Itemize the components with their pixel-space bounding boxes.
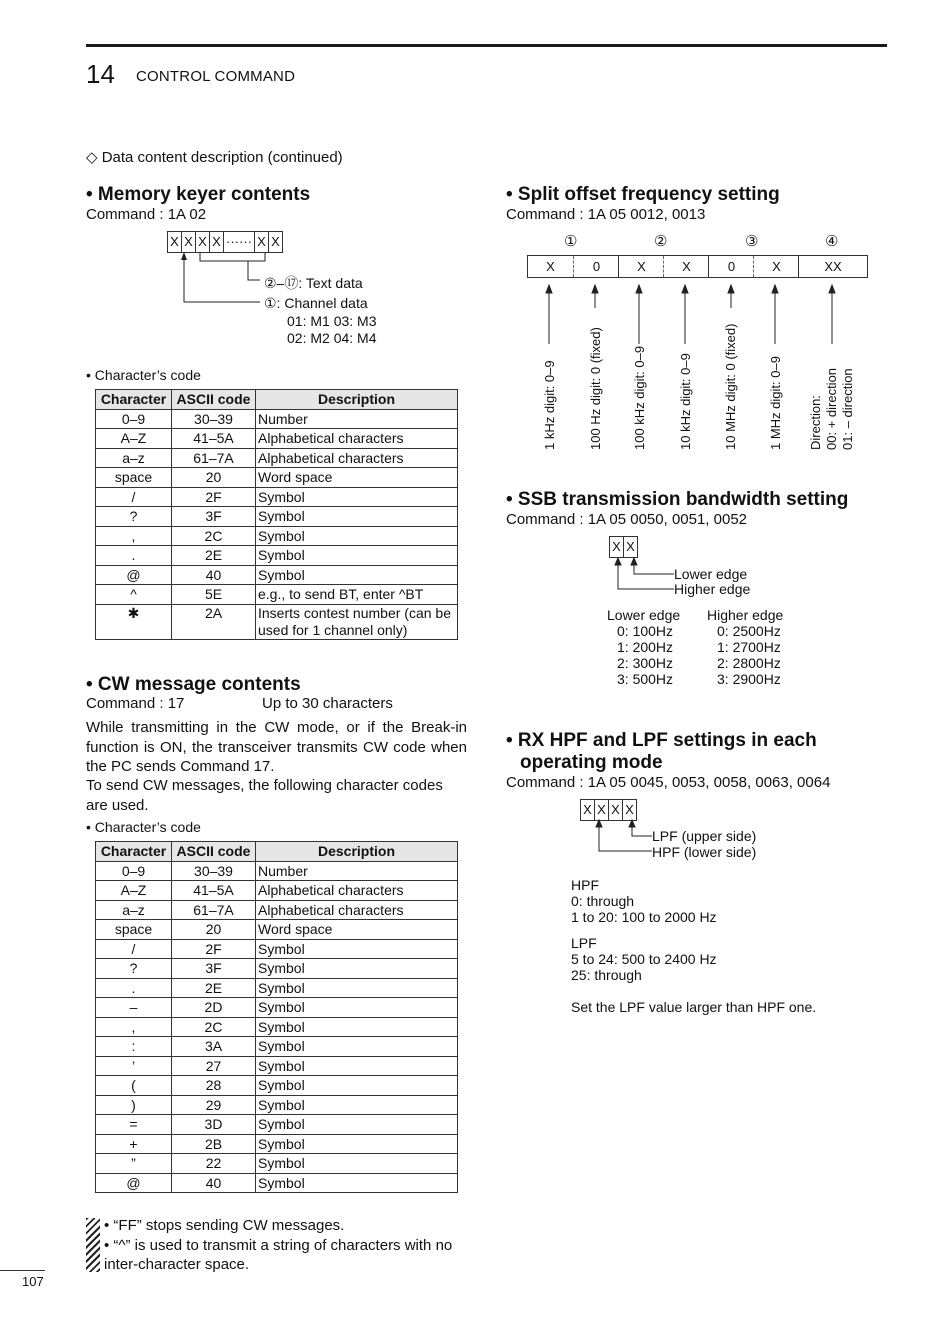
chapter-title: CONTROL COMMAND bbox=[136, 68, 296, 85]
cell-description: Symbol bbox=[256, 978, 458, 998]
cell-ascii: 3D bbox=[172, 1115, 256, 1135]
split-offset-arrows bbox=[527, 284, 867, 344]
cell-character: ? bbox=[96, 959, 172, 979]
channel-data-line2: 02: M2 04: M4 bbox=[287, 330, 377, 346]
field-box-dots: ······ bbox=[223, 231, 255, 253]
cell-ascii: 22 bbox=[172, 1154, 256, 1174]
field-cell: XX bbox=[798, 256, 867, 277]
cell-character: , bbox=[96, 526, 172, 546]
table-row bbox=[96, 861, 458, 881]
group-number-1: ① bbox=[564, 233, 578, 250]
cell-description: Symbol bbox=[256, 507, 458, 527]
table-row bbox=[96, 1037, 458, 1057]
cell-ascii: 2C bbox=[172, 526, 256, 546]
page-number: 107 bbox=[22, 1274, 44, 1289]
label-10khz-digit: 10 kHz digit: 0–9 bbox=[678, 353, 693, 450]
table-row bbox=[96, 998, 458, 1018]
cell-character: @ bbox=[96, 1173, 172, 1193]
split-offset-title: • Split offset frequency setting bbox=[506, 184, 780, 205]
rx-filter-command: Command : 1A 05 0045, 0053, 0058, 0063, 0064 bbox=[506, 774, 831, 791]
cell-description: Word space bbox=[256, 920, 458, 940]
cell-description: Symbol bbox=[256, 939, 458, 959]
column-header: Description bbox=[256, 842, 458, 862]
cell-character: – bbox=[96, 998, 172, 1018]
cell-ascii: 3A bbox=[172, 1037, 256, 1057]
memory-keyer-leaders bbox=[168, 250, 278, 310]
cell-ascii: 2A bbox=[172, 604, 256, 639]
ssb-lower-header: Lower edge bbox=[607, 607, 681, 623]
table-row bbox=[96, 900, 458, 920]
cell-description: Alphabetical characters bbox=[256, 900, 458, 920]
cell-ascii: 3F bbox=[172, 959, 256, 979]
ssb-higher-header: Higher edge bbox=[707, 607, 784, 623]
table-row bbox=[96, 507, 458, 527]
chapter-number: 14 bbox=[86, 59, 115, 89]
cell-character: 0–9 bbox=[96, 409, 172, 429]
cw-message-title: • CW message contents bbox=[86, 674, 301, 695]
table-row bbox=[96, 1173, 458, 1193]
channel-data-line1: 01: M1 03: M3 bbox=[287, 313, 377, 329]
cell-description: Symbol bbox=[256, 959, 458, 979]
cell-description: Symbol bbox=[256, 1037, 458, 1057]
cell-description: Symbol bbox=[256, 1056, 458, 1076]
cell-ascii: 41–5A bbox=[172, 429, 256, 449]
ssb-higher-value: 2: 2800Hz bbox=[717, 655, 781, 671]
lpf-title: LPF bbox=[571, 935, 597, 951]
channel-data-label: ①: Channel data bbox=[264, 295, 368, 311]
cell-ascii: 40 bbox=[172, 565, 256, 585]
cell-character: , bbox=[96, 1017, 172, 1037]
cell-character: ” bbox=[96, 1154, 172, 1174]
table-header-row bbox=[96, 842, 458, 862]
group-number-3: ③ bbox=[745, 233, 759, 250]
cell-description: Symbol bbox=[256, 526, 458, 546]
label-100hz-digit: 100 Hz digit: 0 (fixed) bbox=[588, 327, 603, 450]
cell-description: Symbol bbox=[256, 1173, 458, 1193]
cell-description: e.g., to send BT, enter ^BT bbox=[256, 585, 458, 605]
table-row bbox=[96, 1134, 458, 1154]
cell-description: Symbol bbox=[256, 1134, 458, 1154]
cell-character: / bbox=[96, 939, 172, 959]
cell-character: ^ bbox=[96, 585, 172, 605]
ssb-higher-value: 0: 2500Hz bbox=[717, 623, 781, 639]
cell-ascii: 30–39 bbox=[172, 409, 256, 429]
table-row bbox=[96, 881, 458, 901]
table-row bbox=[96, 1056, 458, 1076]
cell-description: Alphabetical characters bbox=[256, 881, 458, 901]
table-row bbox=[96, 1154, 458, 1174]
cell-character: @ bbox=[96, 565, 172, 585]
cell-description: Symbol bbox=[256, 565, 458, 585]
cw-char-code-label: • Character’s code bbox=[86, 819, 201, 835]
cell-description: Symbol bbox=[256, 1095, 458, 1115]
cw-message-paragraph2: To send CW messages, the following character codes are used. bbox=[86, 777, 443, 814]
cell-character: = bbox=[96, 1115, 172, 1135]
cell-character: ( bbox=[96, 1076, 172, 1096]
table-row bbox=[96, 546, 458, 566]
ssb-bandwidth-title: • SSB transmission bandwidth setting bbox=[506, 489, 849, 510]
field-cell: 0 bbox=[573, 256, 619, 277]
table-row bbox=[96, 978, 458, 998]
field-box: X bbox=[209, 231, 224, 253]
cell-ascii: 2D bbox=[172, 998, 256, 1018]
table-row bbox=[96, 959, 458, 979]
field-box: X bbox=[608, 799, 623, 821]
column-header: ASCII code bbox=[172, 842, 256, 862]
split-offset-field-row bbox=[527, 255, 868, 278]
cell-description: Symbol bbox=[256, 1115, 458, 1135]
table-row bbox=[96, 1095, 458, 1115]
lpf-line: 5 to 24: 500 to 2400 Hz bbox=[571, 951, 717, 967]
cell-description: Symbol bbox=[256, 487, 458, 507]
cell-character: ✱ bbox=[96, 604, 172, 639]
table-row bbox=[96, 939, 458, 959]
cell-description: Alphabetical characters bbox=[256, 429, 458, 449]
label-10mhz-digit: 10 MHz digit: 0 (fixed) bbox=[723, 323, 738, 450]
field-box: X bbox=[609, 536, 624, 558]
cell-ascii: 29 bbox=[172, 1095, 256, 1115]
table-row bbox=[96, 604, 458, 639]
note-icon bbox=[86, 1218, 100, 1272]
label-1khz-digit: 1 kHz digit: 0–9 bbox=[542, 360, 557, 450]
cell-character: space bbox=[96, 920, 172, 940]
table-row bbox=[96, 1076, 458, 1096]
column-header: Description bbox=[256, 390, 458, 410]
cell-character: a–z bbox=[96, 900, 172, 920]
ssb-field-boxes bbox=[610, 536, 638, 558]
cell-character: a–z bbox=[96, 448, 172, 468]
hpf-line: 0: through bbox=[571, 893, 635, 909]
ssb-lower-value: 2: 300Hz bbox=[617, 655, 674, 671]
cw-message-paragraph1: While transmitting in the CW mode, or if the Break-in function is ON, the transceiver transmits CW code when the PC sends Command 17. bbox=[86, 719, 467, 775]
field-box: X bbox=[167, 231, 182, 253]
cell-description: Symbol bbox=[256, 1154, 458, 1174]
field-box: X bbox=[181, 231, 196, 253]
ssb-lower-value: 3: 500Hz bbox=[617, 671, 674, 687]
cell-ascii: 20 bbox=[172, 468, 256, 488]
table-row bbox=[96, 920, 458, 940]
cell-ascii: 2B bbox=[172, 1134, 256, 1154]
cell-description: Symbol bbox=[256, 1017, 458, 1037]
field-box: X bbox=[268, 231, 283, 253]
table-row bbox=[96, 429, 458, 449]
cell-ascii: 41–5A bbox=[172, 881, 256, 901]
label-direction: Direction: bbox=[808, 395, 823, 450]
cell-character: A–Z bbox=[96, 881, 172, 901]
field-box: X bbox=[622, 799, 637, 821]
cell-description: Symbol bbox=[256, 998, 458, 1018]
cw-message-command-note: Up to 30 characters bbox=[262, 695, 393, 712]
table-row bbox=[96, 565, 458, 585]
cell-ascii: 5E bbox=[172, 585, 256, 605]
cell-ascii: 2C bbox=[172, 1017, 256, 1037]
split-offset-command: Command : 1A 05 0012, 0013 bbox=[506, 206, 706, 223]
cell-ascii: 20 bbox=[172, 920, 256, 940]
rx-filter-title-line2: operating mode bbox=[520, 752, 663, 773]
field-box: X bbox=[594, 799, 609, 821]
rx-filter-leaders bbox=[581, 819, 653, 859]
cell-ascii: 2E bbox=[172, 978, 256, 998]
cell-character: space bbox=[96, 468, 172, 488]
table-row bbox=[96, 487, 458, 507]
footer-rule bbox=[0, 1270, 45, 1271]
column-header: Character bbox=[96, 842, 172, 862]
text-data-label: ②–⑰: Text data bbox=[264, 275, 363, 291]
cell-character: . bbox=[96, 546, 172, 566]
label-100khz-digit: 100 kHz digit: 0–9 bbox=[632, 345, 647, 450]
ssb-lower-edge-label: Lower edge bbox=[674, 566, 748, 582]
cell-description: Number bbox=[256, 861, 458, 881]
cell-ascii: 40 bbox=[172, 1173, 256, 1193]
table-row bbox=[96, 526, 458, 546]
cell-description: Symbol bbox=[256, 1076, 458, 1096]
hpf-lower-label: HPF (lower side) bbox=[652, 844, 757, 860]
rx-filter-note: Set the LPF value larger than HPF one. bbox=[571, 999, 817, 1015]
cell-description: Alphabetical characters bbox=[256, 448, 458, 468]
cell-character: ’ bbox=[96, 1056, 172, 1076]
ssb-lower-value: 0: 100Hz bbox=[617, 623, 674, 639]
table-row bbox=[96, 409, 458, 429]
cell-character: : bbox=[96, 1037, 172, 1057]
field-cell: X bbox=[753, 256, 799, 277]
table-row bbox=[96, 448, 458, 468]
cell-description: Word space bbox=[256, 468, 458, 488]
cell-ascii: 61–7A bbox=[172, 448, 256, 468]
cell-ascii: 28 bbox=[172, 1076, 256, 1096]
cell-description: Inserts contest number (can be used for 1 channel only) bbox=[256, 604, 458, 639]
cell-ascii: 2F bbox=[172, 487, 256, 507]
cell-character: ) bbox=[96, 1095, 172, 1115]
cell-description: Symbol bbox=[256, 546, 458, 566]
cell-ascii: 2F bbox=[172, 939, 256, 959]
cell-ascii: 2E bbox=[172, 546, 256, 566]
ssb-bandwidth-command: Command : 1A 05 0050, 0051, 0052 bbox=[506, 511, 748, 528]
lpf-line: 25: through bbox=[571, 967, 642, 983]
cell-description: Number bbox=[256, 409, 458, 429]
group-number-4: ④ bbox=[825, 233, 839, 250]
field-box: X bbox=[195, 231, 210, 253]
field-box: X bbox=[254, 231, 269, 253]
cell-ascii: 61–7A bbox=[172, 900, 256, 920]
table-row bbox=[96, 1017, 458, 1037]
memory-char-code-label: • Character’s code bbox=[86, 367, 201, 383]
lpf-upper-label: LPF (upper side) bbox=[652, 828, 757, 844]
cell-ascii: 27 bbox=[172, 1056, 256, 1076]
cell-ascii: 3F bbox=[172, 507, 256, 527]
cell-character: A–Z bbox=[96, 429, 172, 449]
header-rule bbox=[86, 44, 887, 47]
cw-message-code-table bbox=[95, 841, 458, 1193]
field-cell: X bbox=[618, 256, 664, 277]
cw-note-2: • “^” is used to transmit a string of characters with no inter-character space. bbox=[104, 1237, 453, 1273]
intro-line: ◇ Data content description (continued) bbox=[86, 149, 343, 166]
memory-keyer-title: • Memory keyer contents bbox=[86, 184, 311, 205]
field-cell: X bbox=[546, 259, 555, 274]
ssb-higher-value: 1: 2700Hz bbox=[717, 639, 781, 655]
label-direction-minus: 01: – direction bbox=[840, 368, 855, 450]
table-header-row bbox=[96, 390, 458, 410]
cell-character: + bbox=[96, 1134, 172, 1154]
memory-keyer-code-table bbox=[95, 389, 458, 640]
ssb-leaders bbox=[610, 557, 675, 597]
cell-character: 0–9 bbox=[96, 861, 172, 881]
cw-message-command: Command : 17 bbox=[86, 695, 185, 712]
memory-keyer-command: Command : 1A 02 bbox=[86, 206, 207, 223]
label-direction-plus: 00: + direction bbox=[824, 367, 839, 450]
ssb-higher-edge-label: Higher edge bbox=[674, 581, 751, 597]
cell-ascii: 30–39 bbox=[172, 861, 256, 881]
field-cell: 0 bbox=[708, 256, 754, 277]
table-row bbox=[96, 468, 458, 488]
column-header: Character bbox=[96, 390, 172, 410]
field-cell: X bbox=[663, 256, 709, 277]
label-1mhz-digit: 1 MHz digit: 0–9 bbox=[768, 356, 783, 450]
rx-filter-title-line1: • RX HPF and LPF settings in each bbox=[506, 730, 817, 751]
hpf-title: HPF bbox=[571, 877, 599, 893]
field-box: X bbox=[580, 799, 595, 821]
cell-character: ? bbox=[96, 507, 172, 527]
cell-character: / bbox=[96, 487, 172, 507]
table-row bbox=[96, 1115, 458, 1135]
group-number-2: ② bbox=[654, 233, 668, 250]
table-row bbox=[96, 585, 458, 605]
cw-note-1: • “FF” stops sending CW messages. bbox=[104, 1217, 345, 1234]
cell-character: . bbox=[96, 978, 172, 998]
column-header: ASCII code bbox=[172, 390, 256, 410]
hpf-line: 1 to 20: 100 to 2000 Hz bbox=[571, 909, 717, 925]
ssb-higher-value: 3: 2900Hz bbox=[717, 671, 781, 687]
rx-filter-field-boxes bbox=[581, 799, 637, 821]
ssb-lower-value: 1: 200Hz bbox=[617, 639, 674, 655]
field-box: X bbox=[623, 536, 638, 558]
